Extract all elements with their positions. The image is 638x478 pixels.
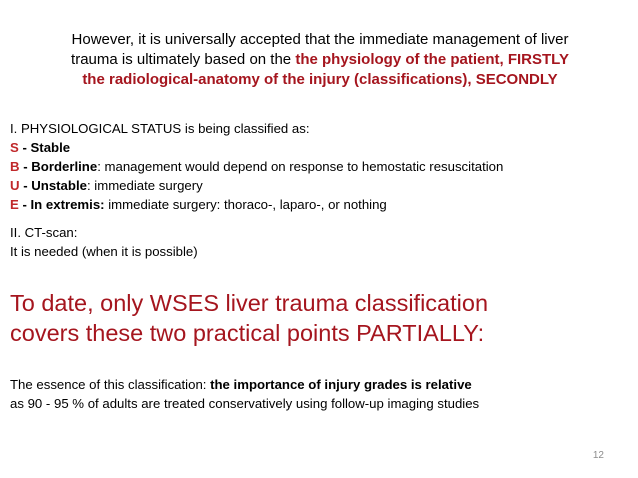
physiological-status-section xyxy=(10,119,503,214)
status-item-unstable xyxy=(10,176,503,195)
status-letter: E xyxy=(10,197,19,212)
status-description: immediate surgery: thoraco-, laparo-, or nothing xyxy=(104,197,387,212)
status-letter: B xyxy=(10,159,20,174)
status-item-in-extremis xyxy=(10,195,503,214)
essence-bold-text: the importance of injury grades is relative xyxy=(210,377,472,392)
intro-line-1: However, it is universally accepted that the immediate management of liver xyxy=(71,31,569,48)
status-term: - In extremis: xyxy=(18,197,105,212)
ct-scan-text: It is needed (when it is possible) xyxy=(10,244,198,259)
status-description: : management would depend on response to hemostatic resuscitation xyxy=(97,159,504,174)
headline-line-2: covers these two practical points PARTIALLY: xyxy=(10,320,485,346)
essence-line-1 xyxy=(10,375,479,394)
ct-scan-section xyxy=(10,223,198,261)
ct-scan-heading: II. CT-scan: xyxy=(10,225,78,240)
headline-line-1: To date, only WSES liver trauma classification xyxy=(10,290,489,316)
status-term: - Stable xyxy=(18,140,71,155)
wses-headline xyxy=(10,288,488,348)
status-letter: S xyxy=(10,140,19,155)
intro-line-2 xyxy=(30,50,610,70)
essence-paragraph xyxy=(10,375,479,413)
essence-intro-text: The essence of this classification: xyxy=(10,377,211,392)
status-item-stable xyxy=(10,138,503,157)
status-letter: U xyxy=(10,178,20,193)
status-description: : immediate surgery xyxy=(86,178,203,193)
status-term: - Borderline xyxy=(19,159,98,174)
page-number: 12 xyxy=(592,450,604,461)
status-item-borderline xyxy=(10,157,503,176)
intro-physiology-highlight: the physiology of the patient, FIRSTLY xyxy=(295,51,569,68)
intro-paragraph xyxy=(30,30,610,90)
physiological-status-heading: I. PHYSIOLOGICAL STATUS is being classified as: xyxy=(10,121,310,136)
intro-radiology-highlight: the radiological-anatomy of the injury (classifications), SECONDLY xyxy=(82,71,558,88)
essence-line-2: as 90 - 95 % of adults are treated conservatively using follow-up imaging studies xyxy=(10,396,480,411)
status-term: - Unstable xyxy=(19,178,87,193)
intro-line-2-text: trauma is ultimately based on the xyxy=(71,51,296,68)
